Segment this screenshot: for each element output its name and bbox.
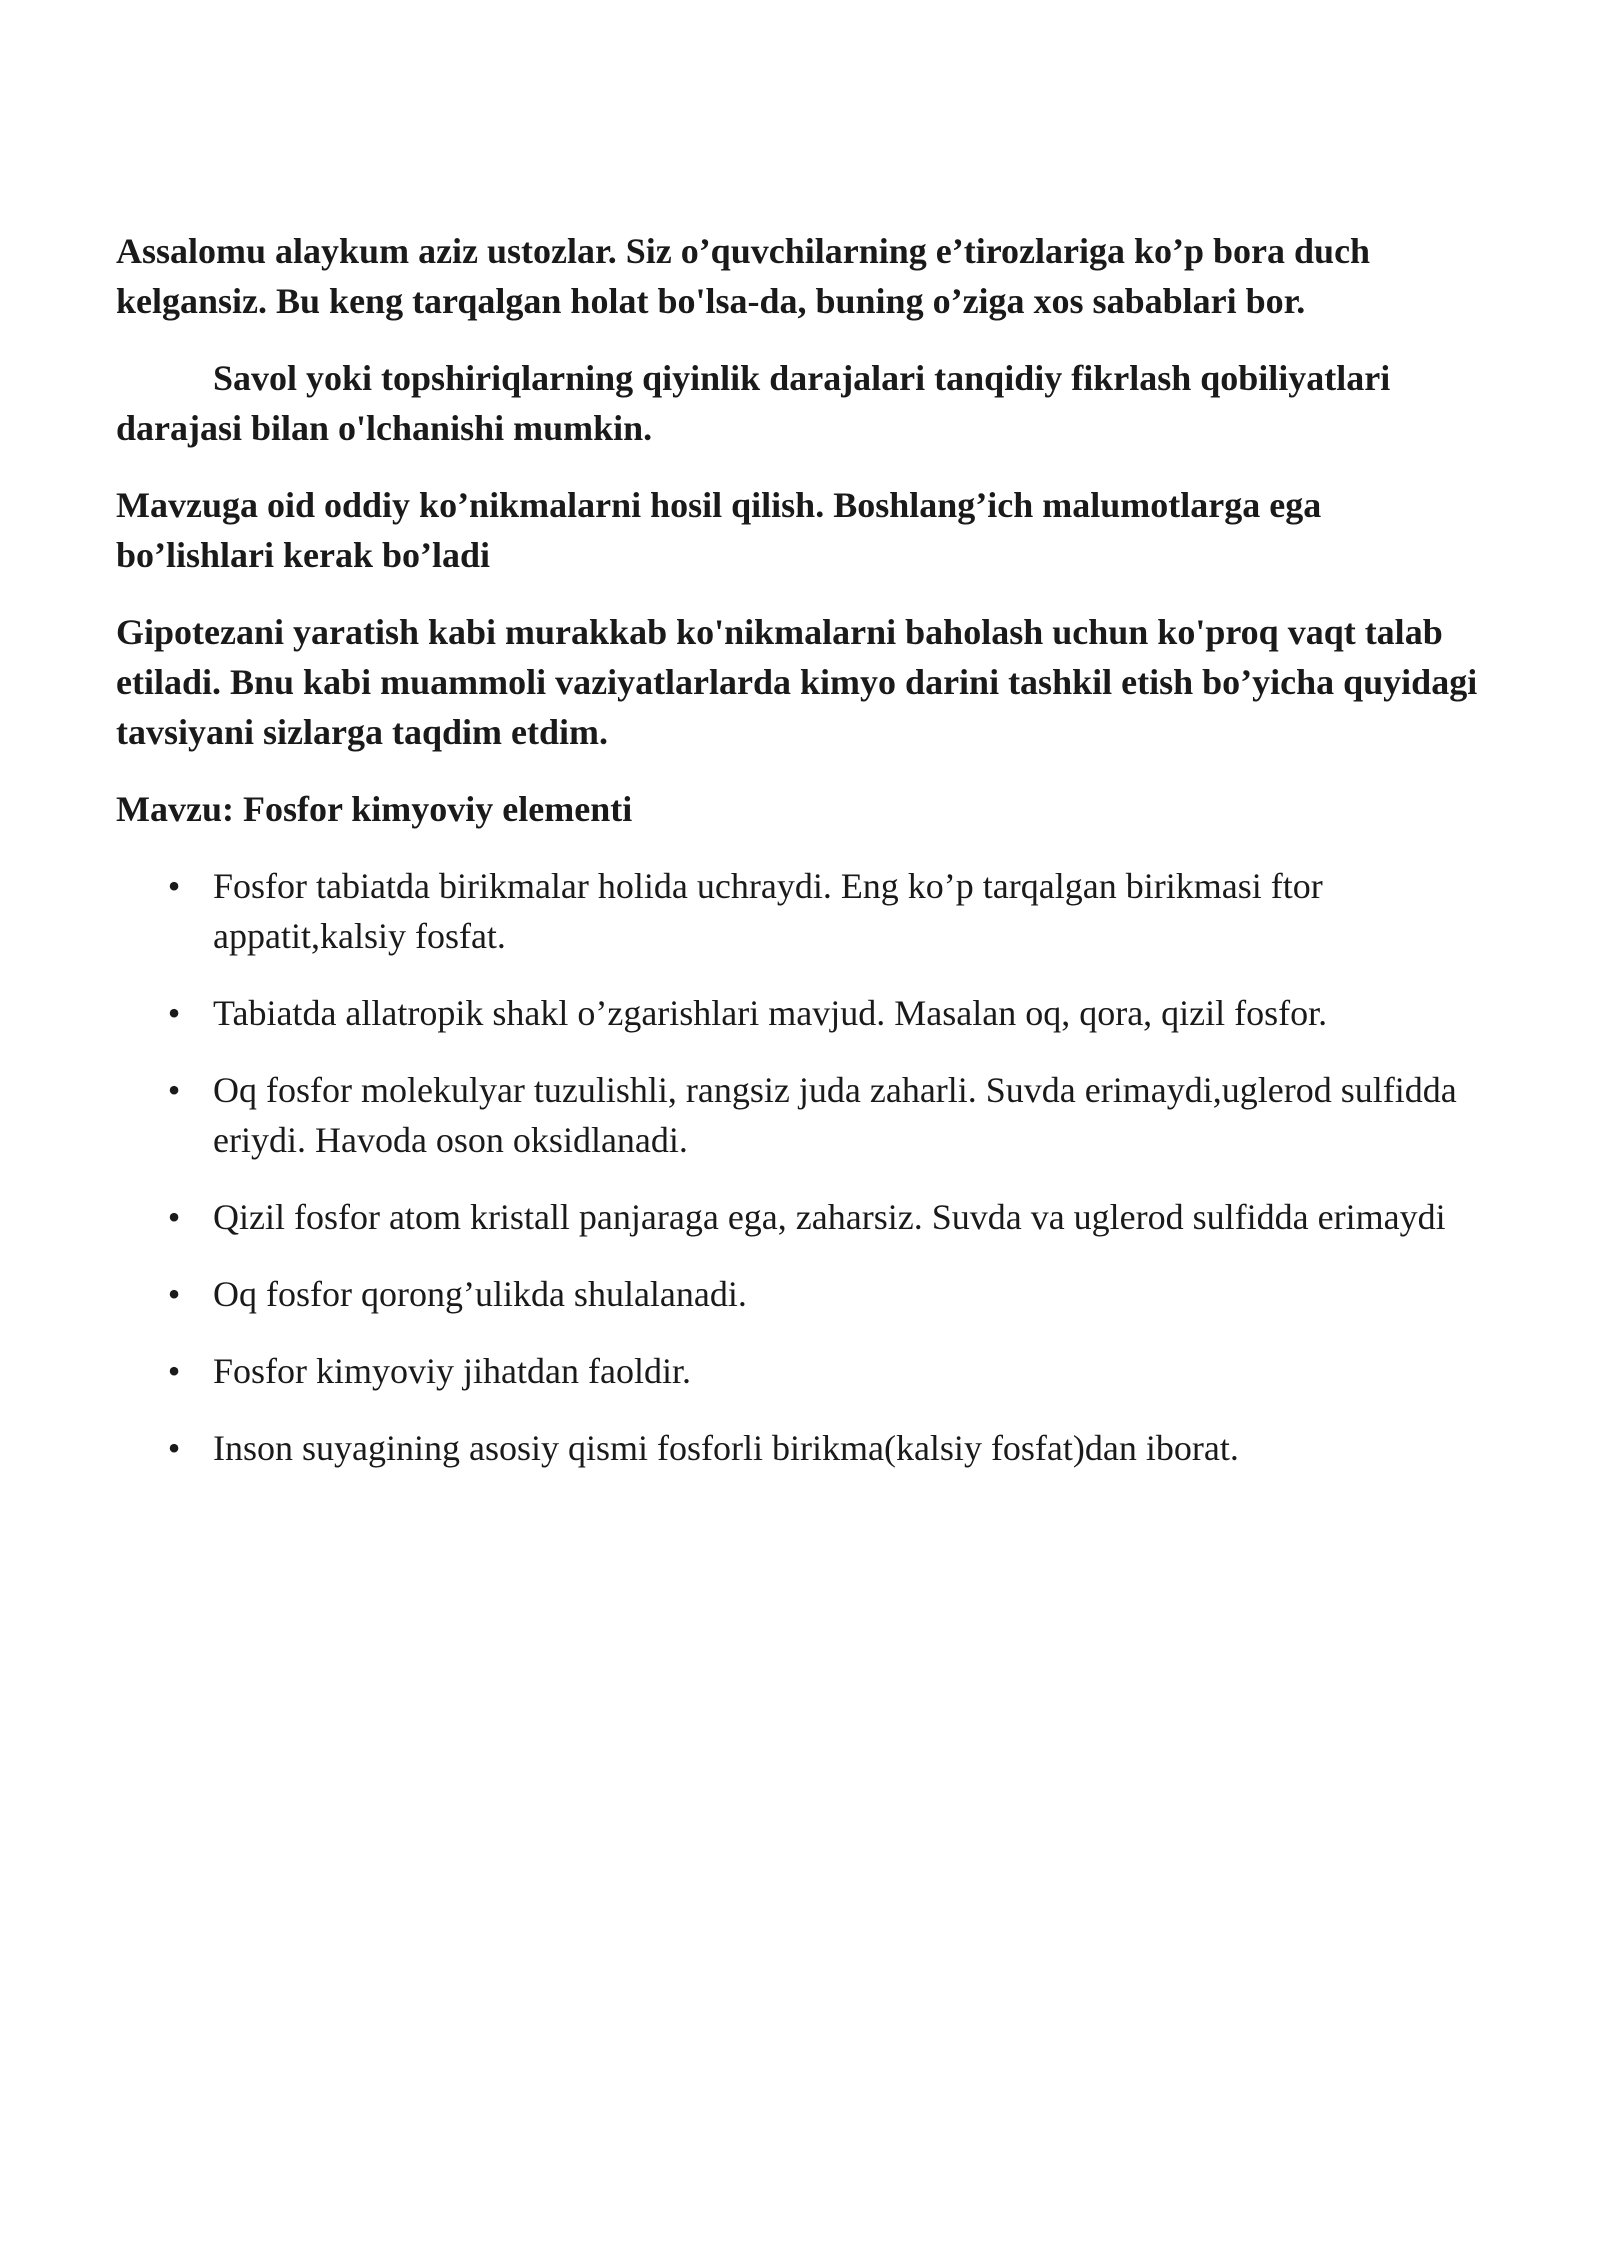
list-item [116,1423,1488,1473]
bullet-icon: • [167,1274,181,1314]
bullet-icon: • [167,1351,181,1391]
list-item-text: Tabiatda allatropik shakl o’zgarishlari mavjud. Masalan oq, qora, qizil fosfor. [213,993,1328,1033]
bullet-icon: • [167,1070,181,1110]
list-item-text: Fosfor kimyoviy jihatdan faoldir. [213,1351,691,1391]
facts-list [116,861,1488,1473]
difficulty-paragraph: Savol yoki topshiriqlarning qiyinlik darajalari tanqidiy fikrlash qobiliyatlari darajasi bilan o'lchanishi mumkin. [116,358,1391,448]
list-item-text: Qizil fosfor atom kristall panjaraga ega, zaharsiz. Suvda va uglerod sulfidda erimaydi [213,1197,1446,1237]
bullet-icon: • [167,1197,181,1237]
bullet-icon: • [167,993,181,1033]
list-item [116,861,1488,961]
hypothesis-paragraph: Gipotezani yaratish kabi murakkab ko'nikmalarni baholash uchun ko'proq vaqt talab etiladi. Bnu kabi muammoli vaziyatlarlarda kimyo darini tashkil etish bo’yicha quyidagi tavsiyani sizlarga taqdim etdim. [116,612,1478,752]
list-item [116,1065,1488,1165]
bullet-icon: • [167,866,181,906]
list-item [116,1346,1488,1396]
list-item [116,988,1488,1038]
list-item-text: Oq fosfor molekulyar tuzulishli, rangsiz juda zaharli. Suvda erimaydi,uglerod sulfidda eriydi. Havoda oson oksidlanadi. [213,1070,1457,1160]
document-body [116,226,1488,1500]
list-item-text: Oq fosfor qorong’ulikda shulalanadi. [213,1274,747,1314]
list-item [116,1269,1488,1319]
list-item-text: Inson suyagining asosiy qismi fosforli birikma(kalsiy fosfat)dan iborat. [213,1428,1239,1468]
list-item [116,1192,1488,1242]
skills-paragraph: Mavzuga oid oddiy ko’nikmalarni hosil qilish. Boshlang’ich malumotlarga ega bo’lishlari kerak bo’ladi [116,485,1322,575]
topic-heading: Mavzu: Fosfor kimyoviy elementi [116,789,633,829]
intro-paragraph: Assalomu alaykum aziz ustozlar. Siz o’quvchilarning e’tirozlariga ko’p bora duch kelgansiz. Bu keng tarqalgan holat bo'lsa-da, buning o’ziga xos sabablari bor. [116,231,1371,321]
list-item-text: Fosfor tabiatda birikmalar holida uchraydi. Eng ko’p tarqalgan birikmasi ftor appatit,kalsiy fosfat. [213,866,1323,956]
bullet-icon: • [167,1428,181,1468]
